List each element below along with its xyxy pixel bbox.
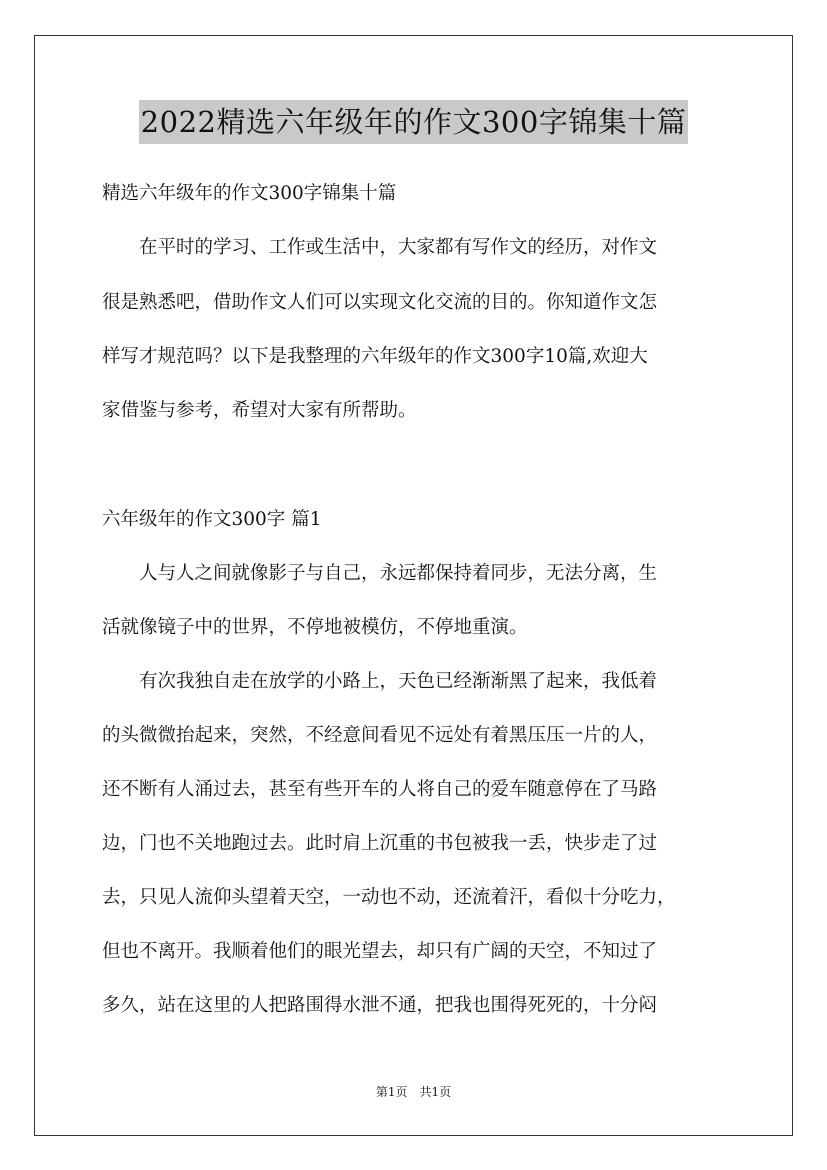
paragraph2-line-4: 边，门也不关地跑过去。此时肩上沉重的书包被我一丢，快步走了过 <box>102 833 658 854</box>
section-heading: 六年级年的作文300字 篇1 <box>102 509 322 530</box>
paragraph2-line-1: 有次我独自走在放学的小路上，天色已经渐渐黑了起来，我低着 <box>102 671 658 692</box>
document-title-container <box>0 100 827 144</box>
paragraph2-line-7: 多久，站在这里的人把路围得水泄不通，把我也围得死死的，十分闷 <box>102 995 658 1016</box>
paragraph2-line-6: 但也不离开。我顺着他们的眼光望去，却只有广阔的天空，不知过了 <box>102 941 658 962</box>
intro-line-4: 家借鉴与参考，希望对大家有所帮助。 <box>102 400 417 421</box>
document-subtitle: 精选六年级年的作文300字锦集十篇 <box>102 183 397 204</box>
paragraph2-line-2: 的头微微抬起来，突然，不经意间看见不远处有着黑压压一片的人， <box>102 725 658 746</box>
paragraph2-line-5: 去，只见人流仰头望着天空，一动也不动，还流着汗，看似十分吃力， <box>102 887 676 908</box>
page-footer: 第1页 共1页 <box>375 1085 452 1099</box>
intro-line-1: 在平时的学习、工作或生活中，大家都有写作文的经历，对作文 <box>102 237 658 258</box>
intro-line-2: 很是熟悉吧，借助作文人们可以实现文化交流的目的。你知道作文怎 <box>102 292 658 313</box>
intro-line-3: 样写才规范吗？以下是我整理的六年级年的作文300字10篇,欢迎大 <box>102 346 648 367</box>
paragraph1-line-2: 活就像镜子中的世界，不停地被模仿，不停地重演。 <box>102 617 528 638</box>
paragraph2-line-3: 还不断有人涌过去，甚至有些开车的人将自己的爱车随意停在了马路 <box>102 779 658 800</box>
paragraph1-line-1: 人与人之间就像影子与自己，永远都保持着同步，无法分离，生 <box>102 563 658 584</box>
document-title: 2022精选六年级年的作文300字锦集十篇 <box>139 100 689 144</box>
